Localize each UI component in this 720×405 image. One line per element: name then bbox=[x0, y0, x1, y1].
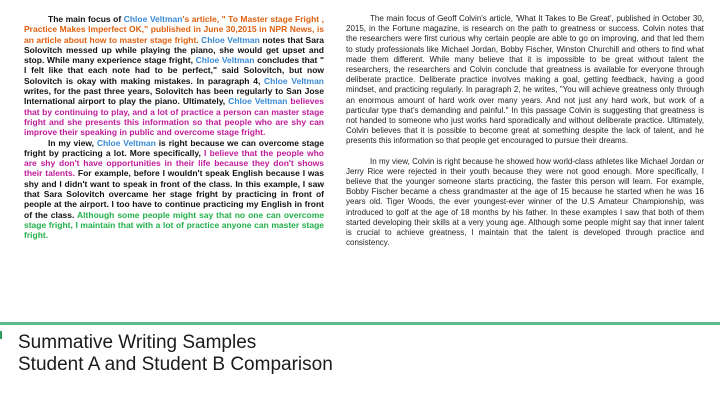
essay-segment: writes, for the past three years, Solovitch has been regularly to San Jose International airport to play the piano. Ultimately, bbox=[24, 86, 324, 107]
essay-segment: Chloe Veltman bbox=[96, 137, 156, 148]
student-a-paragraph-1 bbox=[24, 14, 324, 138]
essay-segment: notes that Sara Solovitch messed up while playing the piano, she would get upset and stop. While many experience stage fright, bbox=[24, 34, 324, 66]
essay-segment: Chloe Veltman bbox=[201, 34, 260, 45]
essay-segment: The main focus of bbox=[48, 14, 124, 24]
divider-rule bbox=[0, 322, 720, 325]
caption-title: Summative Writing Samples bbox=[18, 332, 257, 353]
essay-segment: I believe that the people who are shy don't have opportunities in their life because they don't shows their talents. bbox=[24, 147, 324, 179]
essay-segment: is right because we can overcome stage fright by practicing a lot. More specifically, bbox=[24, 137, 325, 158]
essay-segment: For example, before I wouldn't speak English because I was shy and I didn't want to speak in front of the class. In this example, I saw that Sara Solovitch overcame her stage fright by practicing in front of people at the airport. I too have to continue practicing my English in front of the class. bbox=[24, 168, 324, 220]
essay-segment: Chloe Veltman bbox=[228, 96, 288, 107]
student-b-essay bbox=[346, 14, 704, 248]
essay-segment: concludes that " I felt like that each note had to be perfect," said Solovitch, but now Solovitch is okay with making mistakes. In paragraph 4, bbox=[24, 55, 324, 86]
slide-caption bbox=[18, 332, 708, 376]
student-a-essay bbox=[24, 14, 324, 241]
divider-accent bbox=[0, 331, 2, 339]
essay-segment: Chloe Veltman bbox=[195, 55, 255, 66]
student-a-paragraph-2 bbox=[24, 138, 324, 241]
student-b-paragraph-2: In my view, Colvin is right because he showed how world-class athletes like Michael Jordan or Jerry Rice were rejected in their youth because they were not good enough. More specifically, I believe that the younger someone starts practicing, the faster this person will learn. For example, Bobby Fischer became a chess grandmaster at the age of 15 because he started when he was 16 years old. Tiger Woods, the ever youngest-ever winner of the U.S Amateur Championship, was introduced to golf at the age of 18 months by his father. In these examples I saw that both of them started developing their skills at a very young age. Although some people might say that inner talent is crucial to achieve greatness, I maintain that the talent is developed through practice and consistency. bbox=[346, 156, 704, 248]
essay-segment: In my view, bbox=[48, 137, 97, 148]
essay-segment: Chloe Veltman bbox=[264, 75, 324, 86]
paragraph-gap bbox=[346, 147, 704, 157]
essay-segment: published in June 30,2015 in NPR News, is an article about how to master stage fright. bbox=[24, 24, 324, 45]
essay-segment: Although some people might say that no one can overcome stage fright, I maintain that with a lot of practice anyone can master stage fright. bbox=[24, 209, 324, 241]
essay-segment: believes that by continuing to play, and a lot of practice a person can master stage fright and she presents this information so that people who are shy can improve their speaking in public and overcome stage fright. bbox=[24, 96, 324, 138]
essay-segment: Chloe Veltman bbox=[123, 14, 183, 24]
caption-subtitle: Student A and Student B Comparison bbox=[18, 354, 333, 375]
student-b-paragraph-1: The main focus of Geoff Colvin's article, 'What It Takes to Be Great', published in October 30, 2015, in the Fortune magazine, is research on the path to greatness or success. Colvin notes that the researchers were first curious why certain people are able to go on improving, and that led them to study professionals like Michael Jordan, Bobby Fischer, Winston Churchill and others to find what made them different. While many believe that it is impossible to be great without talent the researchers, the researchers and Colvin conclude that greatness is available for everyone through deliberate practice. Deliberate practice involves making a goal, getting feedback, having a good mindset, and practicing regularly. In paragraph 2, he writes, "You will achieve greatness only through an enormous amount of hard work over many years. And not just any hard work, but work of a particular type that's demanding and painful." In this passage Colvin is suggesting that greatness is not handed to someone who just works hard sporadically and without deliberate practice. Ultimately, Colvin believes that it is possible to become great at something despite the lack of talent, and he presents this information so that people get encouraged to pursue their dreams. bbox=[346, 14, 704, 146]
essay-segment: 's article, " To Master stage Fright , Practice Makes Imperfect OK," bbox=[24, 14, 325, 35]
